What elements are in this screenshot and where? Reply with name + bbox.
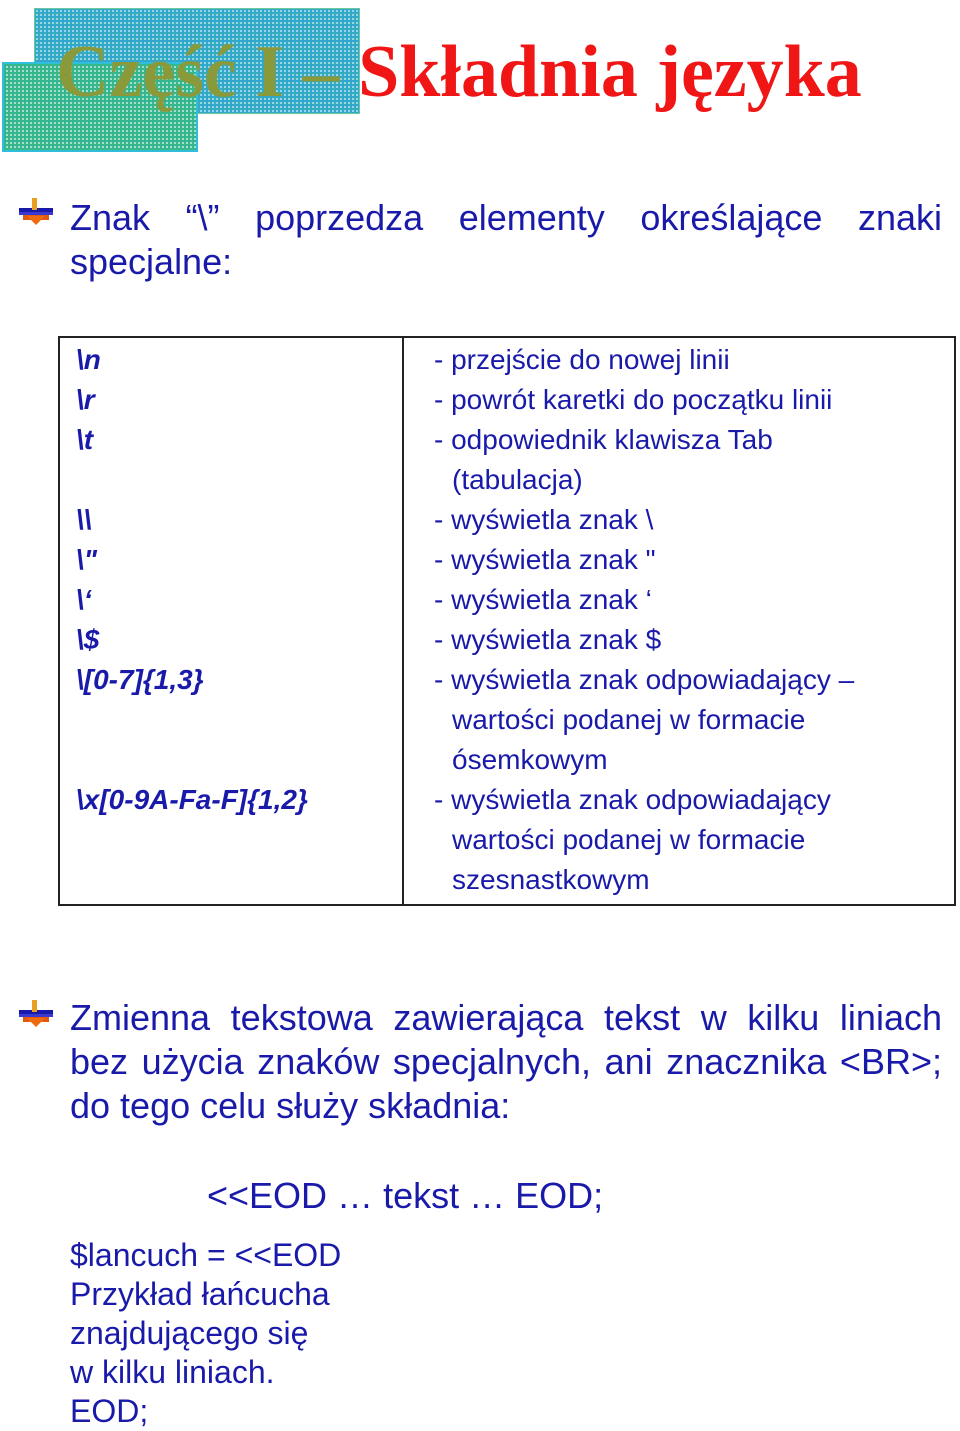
- description-line: - wyświetla znak odpowiadający –: [434, 664, 855, 695]
- escape-code: \x[0-9A-Fa-F]{1,2}: [59, 780, 403, 905]
- escape-description: [403, 420, 955, 500]
- heredoc-description: Zmienna tekstowa zawierająca tekst w kilku liniach bez użycia znaków specjalnych, ani znacznika <BR>; do tego celu służy składnia:: [70, 997, 942, 1126]
- description-line: - wyświetla znak ": [434, 544, 656, 575]
- example-line: EOD;: [70, 1393, 149, 1429]
- bullet-arrow-icon: [17, 998, 55, 1028]
- description-line: - odpowiednik klawisza Tab: [434, 424, 773, 455]
- escape-code: \‘: [59, 580, 403, 620]
- table-row: [59, 337, 955, 380]
- description-line: - wyświetla znak $: [434, 624, 662, 655]
- escape-code: \[0-7]{1,3}: [59, 660, 403, 780]
- example-line: znajdującego się: [70, 1315, 309, 1351]
- table-row: [59, 420, 955, 500]
- description-line: - przejście do nowej linii: [434, 344, 730, 375]
- example-line: w kilku liniach.: [70, 1354, 275, 1390]
- description-line: - wyświetla znak odpowiadający: [434, 784, 831, 815]
- table-row: [59, 780, 955, 905]
- escape-code: \$: [59, 620, 403, 660]
- escape-description: [403, 580, 955, 620]
- escape-description: [403, 620, 955, 660]
- table-row: [59, 500, 955, 540]
- heredoc-syntax: <<EOD … tekst … EOD;: [207, 1175, 604, 1216]
- description-line: wartości podanej w formacie: [452, 704, 806, 735]
- escape-sequences-table: [58, 336, 956, 906]
- escape-description: [403, 337, 955, 380]
- heredoc-example: [70, 1236, 341, 1431]
- table-row: [59, 540, 955, 580]
- escape-code: \n: [59, 337, 403, 380]
- table-row: [59, 620, 955, 660]
- example-line: $lancuch = <<EOD: [70, 1237, 342, 1273]
- escape-code: \t: [59, 420, 403, 500]
- escape-code: \": [59, 540, 403, 580]
- table-row: [59, 380, 955, 420]
- bullet-arrow-icon: [17, 196, 55, 226]
- description-line: - wyświetla znak \: [434, 504, 654, 535]
- description-line: wartości podanej w formacie: [452, 824, 806, 855]
- intro-text: Znak “\” poprzedza elementy określające znaki specjalne:: [70, 197, 942, 282]
- title-part-number: Część I –: [56, 31, 359, 113]
- example-line: Przykład łańcucha: [70, 1276, 330, 1312]
- escape-description: [403, 500, 955, 540]
- description-line: - powrót karetki do początku linii: [434, 384, 833, 415]
- escape-description: [403, 780, 955, 905]
- escape-description: [403, 380, 955, 420]
- description-line: (tabulacja): [452, 464, 583, 495]
- escape-code: \\: [59, 500, 403, 540]
- description-line: - wyświetla znak ‘: [434, 584, 652, 615]
- table-row: [59, 660, 955, 780]
- escape-description: [403, 660, 955, 780]
- page-title: [56, 22, 862, 122]
- title-subject: Składnia języka: [358, 31, 862, 113]
- description-line: ósemkowym: [452, 744, 608, 775]
- table-row: [59, 580, 955, 620]
- escape-code: \r: [59, 380, 403, 420]
- description-line: szesnastkowym: [452, 864, 650, 895]
- escape-description: [403, 540, 955, 580]
